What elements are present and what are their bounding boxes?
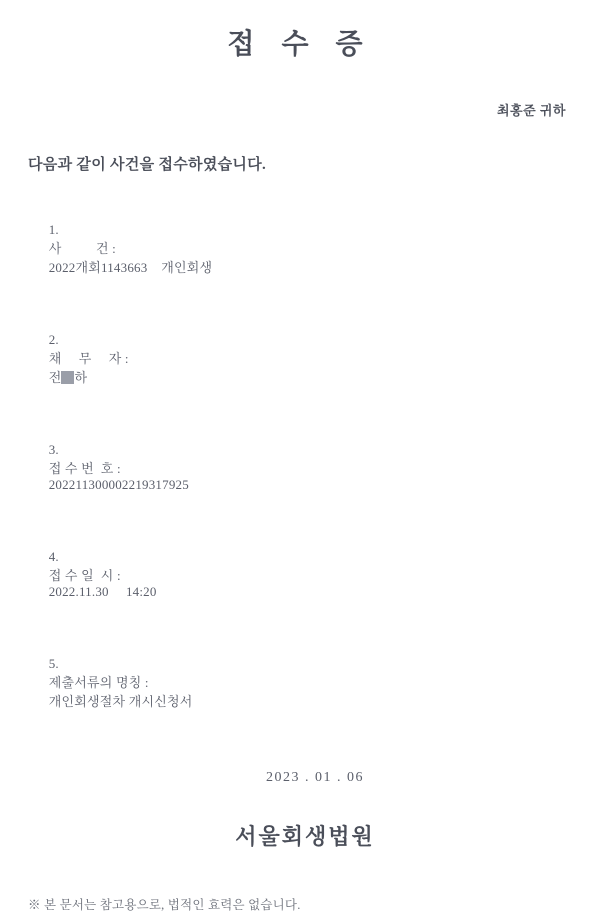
court-name: 서울회생법원 bbox=[235, 824, 375, 849]
item-number: 1. bbox=[48, 222, 59, 237]
item-number: 2. bbox=[48, 332, 59, 347]
list-item bbox=[28, 640, 572, 726]
item-value: 2022.11.30 14:20 bbox=[48, 584, 157, 599]
item-value: 202211300002219317925 bbox=[48, 477, 189, 492]
item-value-prefix: 전 bbox=[48, 370, 62, 385]
redaction-block bbox=[61, 371, 74, 384]
item-value: 개인회생절차 개시신청서 bbox=[48, 694, 193, 709]
footnote: ※ 본 문서는 참고용으로, 법적인 효력은 없습니다. bbox=[28, 898, 301, 912]
page-title: 접 수 증 bbox=[227, 29, 373, 60]
item-label: 접 수 일 시 : bbox=[48, 568, 121, 583]
item-label: 제출서류의 명칭 : bbox=[48, 675, 149, 690]
receipt-document bbox=[0, 22, 600, 912]
item-label: 사 건 : bbox=[48, 241, 116, 256]
item-value-suffix: 하 bbox=[74, 370, 88, 385]
issue-date: 2023 . 01 . 06 bbox=[266, 770, 364, 785]
item-list bbox=[28, 206, 572, 726]
recipient-name: 최홍준 귀하 bbox=[496, 103, 566, 118]
item-number: 4. bbox=[48, 549, 59, 564]
item-label: 접 수 번 호 : bbox=[48, 461, 121, 476]
lead-statement: 다음과 같이 사건을 접수하였습니다. bbox=[28, 157, 267, 173]
list-item bbox=[28, 206, 572, 292]
item-number: 3. bbox=[48, 442, 59, 457]
list-item bbox=[28, 316, 572, 402]
item-label: 채 무 자 : bbox=[48, 351, 129, 366]
list-item bbox=[28, 426, 572, 509]
item-number: 5. bbox=[48, 656, 59, 671]
list-item bbox=[28, 533, 572, 616]
item-value: 2022개회1143663 개인회생 bbox=[48, 260, 213, 275]
